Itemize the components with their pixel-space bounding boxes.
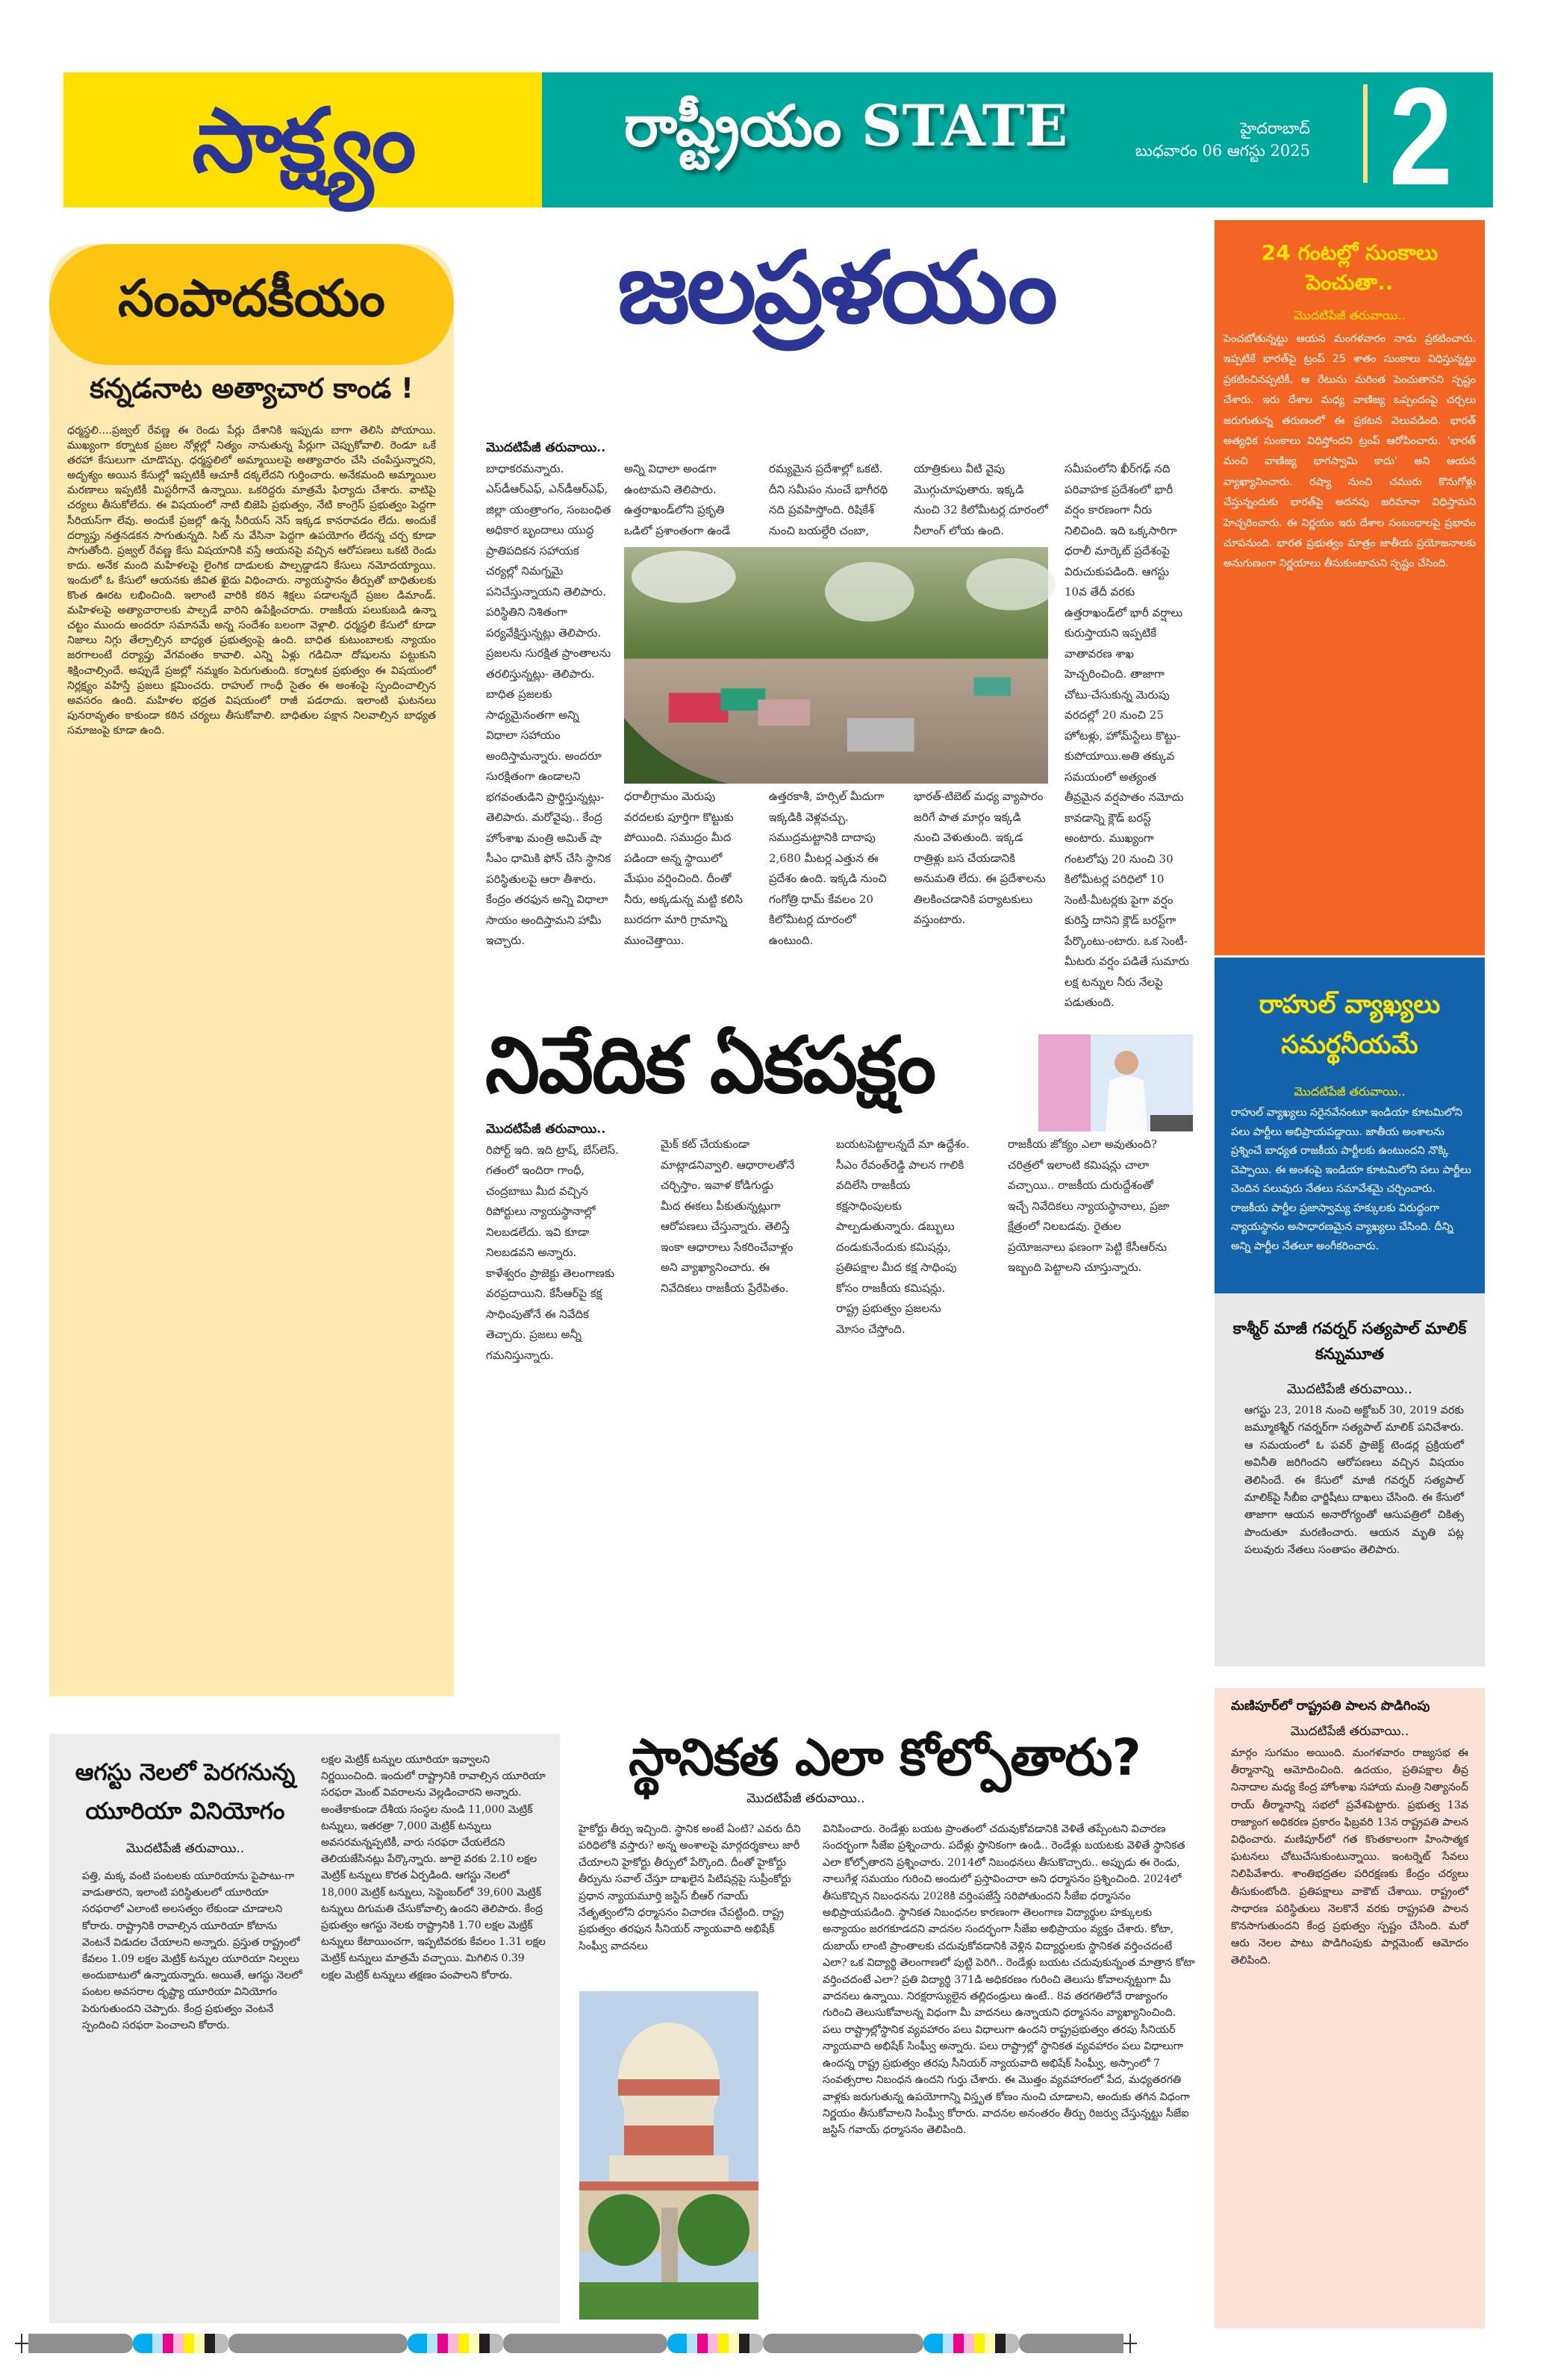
report-column-3 — [836, 1134, 970, 1709]
malik-news-box — [1215, 1293, 1485, 1667]
lead-column-4-text: యాత్రికులు వీటి వైపు మొగ్గుచూపుతారు. ఇక్కడి నుంచి 32 కిలోమీటర్ల దూరంలో నీలాంగ్ లోయ ఉంది. భారత్-టిబెట్ మధ్య వ్యాపారం జరిగే పాత మార్గం ఇక్కడి నుంచి వెళుతుంది. ఇక్కడ రాత్రిళ్లు బస చేయడానికి అనుమతి లేదు. ఈ ప్రదేశాలను తిలకించడానికి పర్యాటకులు వస్తుంటారు. — [914, 462, 1048, 926]
swatch-light-yellow — [469, 2334, 479, 2353]
swatch-magenta — [953, 2334, 964, 2353]
rahul-ref: మొదటిపేజీ తరువాయి.. — [1294, 1084, 1406, 1099]
flood-photo[interactable] — [624, 547, 1048, 784]
supreme-court-photo[interactable] — [579, 1991, 758, 2320]
logo-text: సాక్ష్యం — [192, 88, 414, 192]
page-number: 2 — [1389, 60, 1453, 214]
swatch-light-gray — [490, 2334, 503, 2353]
editorial-column — [49, 244, 454, 1696]
swatch-light-magenta — [964, 2334, 974, 2353]
report-headline[interactable]: నివేదిక ఏకపక్షం — [485, 1019, 935, 1111]
swatch-gray — [763, 2334, 923, 2353]
lead-column-2-text: అన్ని విధాలా అండగా ఉంటామని తెలిపారు. ఉత్తరాఖండ్‌లోని ప్రకృతి ఒడిలో ప్రశాంతంగా ఉండే ధరాలీగ్రామం మెరుపు వరదలకు పూర్తిగా కొట్టుకు పోయింది. సముద్రం మీద పడిందా అన్న స్థాయిలో మేఘం వర్షించింది. దీంతో నీరు, అక్కడున్న మట్టి కలిసి బురదగా మారి గ్రామాన్ని ముంచెత్తాయి. — [624, 462, 751, 947]
urea-headline[interactable]: ఆగస్టు నెలలో పెరగనున్న యూరియా వినియోగం — [75, 1759, 296, 1825]
swatch-black — [479, 2334, 490, 2353]
swatch-light-magenta — [173, 2334, 184, 2353]
report-column-4-text: రాజకీయ జోక్యం ఎలా అవుతుంది? చరిత్రలో ఇలాంటి కమిషన్లు చాలా వచ్చాయి.. రాజకీయ దురుద్దేశంతో ఇచ్చే నివేదికలు న్యాయస్థానాలు, ప్రజా క్షేత్రంలో నిలబడవు. రైతుల ప్రయోజనాలు ఫణంగా పెట్టి కేసీఆర్‌ను ఇబ్బంది పెట్టాలని చూస్తున్నారు. — [1008, 1137, 1170, 1274]
swatch-cyan — [133, 2334, 152, 2353]
flood-photo-image — [624, 547, 1048, 784]
swatch-light-yellow — [194, 2334, 205, 2353]
swatch-gray — [228, 2334, 408, 2353]
swatch-light-yellow — [729, 2334, 739, 2353]
swatch-light-gray — [215, 2334, 228, 2353]
swatch-cyan — [667, 2334, 687, 2353]
manipur-headline[interactable]: మణిపూర్‌లో రాష్ట్రపతి పాలన పొడిగింపు — [1231, 1699, 1430, 1714]
malik-body: ఆగస్టు 23, 2018 నుంచి అక్టోబర్ 30, 2019 వరకు జమ్మూకశ్మీర్ గవర్నర్‌గా సత్యపాల్ మాలిక్ పనిచేశారు. ఆ సమయంలో ఓ పవర్ ప్రాజెక్ట్ టెండర్ల ప్రక్రియలో అవినీతి జరిగిందని ఆరోపణలు వచ్చిన విషయం తెలిసిందే. ఈ కేసులో మాజీ గవర్నర్ సత్యపాల్ మాలిక్‌పై సీబీఐ ఛార్జిషీటు దాఖలు చేసింది. ఈ కేసులో తాజాగా ఆయన అనారోగ్యంతో ఆసుపత్రిలో చికిత్స పొందుతూ మరణించారు. ఆయన మృతి పట్ల పలువురు నేతలు సంతాపం తెలిపారు. — [1244, 1405, 1464, 1557]
urea-body-continued: లక్షల మెట్రిక్ టన్నుల యూరియా ఇవ్వాలని నిర్ణయించింది. ఇందులో రాష్ట్రానికి రావాల్సిన యూరియా సరఫరా మెంట్ వివరాలను వెల్లడించారని అన్నారు. అంతేకాకుండా దేశీయ సంస్థల నుండి 11,000 మెట్రిక్ టన్నులు, ఇతరత్రా 7,000 మెట్రిక్ టన్నులు అవసరమన్నప్పటికీ, వారు సరఫరా చేయలేదని తెలియజేసినట్లు పేర్కొన్నారు. జూలై వరకు 2.10 లక్షల మెట్రిక్ టన్నులు కొరత ఏర్పడింది. ఆగస్టు నెలలో 18,000 మెట్రిక్ టన్నులు, సెప్టెంబర్‌లో 39,600 మెట్రిక్ టన్నులు దిగుమతి చేసుకోవాల్సి ఉందని తెలిపారు. కేంద్ర ప్రభుత్వం ఆగస్టు నెలకు రాష్ట్రానికి 1.70 లక్షల మెట్రిక్ టన్నులు కేటాయించగా, ఇప్పటివరకు కేవలం 1.31 లక్షల మెట్రిక్ టన్నులు మాత్రమే వచ్చాయి. మిగిలిన 0.39 లక్షల మెట్రిక్ టన్నులు తక్షణం పంపాలని కోరారు. — [321, 1754, 546, 1981]
editorial-label: సంపాదకీయం — [118, 269, 385, 328]
editorial-body: ధర్మస్థలి....ప్రజ్వల్ రేవణ్ణ ఈ రెండు పేర్లు దేశానికి ఇప్పుడు బాగా తెలిసి పోయాయి. ముఖ్యంగా కర్నాటక ప్రజల నోళ్లల్లో నిత్యం నానుతున్న పేర్లుగా చెప్పుకోవాలి. రెండూ ఒకే తరహా కేసులుగా చూడొచ్చు. ధర్మస్థలిలో అమ్మాయిలపై అత్యాచారం చేసి చంపేస్తున్నారని, అదృశ్యం అయిన కేసుల్లో ఇప్పటికీ ఆచూకీ దక్కలేదని గుర్తించారు. అనేకమంది అమ్మాయిల మరణాలు ఇప్పటికీ మిస్టరీగానే ఉన్నాయి. ఒకరిద్దరు మాత్రమే ఫిర్యాదు చేశారు. వాటిపై చర్యలు తీసుకోలేదు. ఈ విషయంలో నాటి బిజెపి ప్రభుత్వం, నేటి కాంగ్రెస్ ప్రభుత్వం పెద్దగా సీరియస్‌గా లేవు. అందుకే ప్రజల్లో ఉన్న సీరియస్ నెస్ ఇక్కడ కానరావడం లేదు. అందుకే దర్యాప్తు నత్తనడకన సాగుతున్నది. సిట్ ను వేసినా పెద్దగా ఉపయోగం లేదన్న చర్చ కూడా సాగుతోంది. ప్రజ్వల్ రేవణ్ణ కేసు విషయానికి వస్తే ఆయనపై వచ్చిన ఆరోపణలు ఒకటి రెండు కాదు. అనేక మంది మహిళలపై లైంగిక దాడులకు పాల్పడ్డాడని కేసులు నమోదయ్యాయి. ఇందులో ఓ కేసులో ఆయనకు జీవిత ఖైదు విధించారు. న్యాయస్థానం తీర్పుతో బాధితులకు కొంత ఊరట లభించింది. ఇలాంటి వారికి కఠిన శిక్షలు పడాలన్నదే ప్రజల డిమాండ్. మహిళలపై అత్యాచారాలకు పాల్పడే వారిని ఉపేక్షించరాదు. రాజకీయ పలుకుబడి ఉన్నా చట్టం ముందు అందరూ సమానమే అన్న సందేశం బలంగా వెళ్లాలి. ధర్మస్థలి కేసులో కూడా నిజాలు నిగ్గు తేల్చాల్సిన బాధ్యత ప్రభుత్వంపై ఉంది. బాధిత కుటుంబాలకు న్యాయం జరగాలంటే దర్యాప్తు వేగవంతం కావాలి. ఎన్ని ఏళ్లు గడిచినా దోషులను పట్టుకుని శిక్షించాల్సిందే. అప్పుడే ప్రజల్లో నమ్మకం పెరుగుతుంది. కర్నాటక ప్రభుత్వం ఈ విషయంలో నిర్లక్ష్యం వహిస్తే ప్రజలు క్షమించరు. రాహుల్ గాంధీ సైతం ఈ అంశంపై స్పందించాల్సిన అవసరం ఉంది. మహిళల భద్రత విషయంలో రాజీ పడరాదు. ఇలాంటి ఘటనలు పునరావృతం కాకుండా కఠిన చర్యలు తీసుకోవాలి. బాధితుల పక్షాన నిలవాల్సిన బాధ్యత సమాజంపై కూడా ఉంది. — [67, 425, 436, 737]
malik-headline[interactable]: కాశ్మీర్ మాజీ గవర్నర్ సత్యపాల్ మాలిక్ కన్నుమూత — [1232, 1319, 1467, 1363]
rahul-headline[interactable]: రాహుల్ వ్యాఖ్యలు సమర్థనీయమే — [1259, 990, 1441, 1060]
rahul-news-box — [1215, 958, 1485, 1293]
masthead-logo[interactable] — [63, 72, 542, 207]
report-column-2-text: మైక్ కట్ చేయకుండా మాట్లాడనివ్వాలి. ఆధారాలతోనే చర్చిస్తాం. ఇవాళ కోడిగుడ్డు మీద ఈకలు పీకుతున్నట్లుగా ఆరోపణలు చేస్తున్నారు. తెలిస్తే ఇంకా ఆధారాలు సేకరించేవాళ్లం అని వ్యాఖ్యానించారు. ఈ నివేదికలు రాజకీయ ప్రేరేపితం. — [661, 1137, 795, 1295]
swatch-light-gray — [1006, 2334, 1019, 2353]
urea-body: పత్తి, మక్క వంటి పంటలకు యూరియాను పైపాటు-గా వాడుతారని, ఇలాంటి పరిస్థితులలో యూరియా సరఫరాలో ఎలాంటి అలసత్వం లేకుండా చూడాలని కోరారు. రాష్ట్రానికి రావాల్సిన యూరియా కోటాను వెంటనే విడుదల చేయాలని అన్నారు. ప్రస్తుత రాష్ట్రంలో కేవలం 1.09 లక్షల మెట్రిక్ టన్నుల యూరియా నిల్వలు అందుబాటులో ఉన్నాయన్నారు. అయితే, ఆగస్టు నెలలో పంటల అవసరాల దృష్ట్యా యూరియా వినియోగం పెరుగుతుందని చెప్పారు. కేంద్ర ప్రభుత్వం వెంటనే స్పందించి సరఫరా పెంచాలని కోరారు. — [82, 1870, 302, 2031]
report-column-1-text: రిపోర్ట్ ఇది. ఇది ట్రాష్, బేస్‌లెస్. గతంలో ఇందిరా గాంధీ, చంద్రబాబు మీద వచ్చిన రిపోర్టులు న్యాయస్థానాల్లో నిలబడలేదు. ఇవి కూడా నిలబడవని అన్నారు. కాళేశ్వరం ప్రాజెక్టు తెలంగాణకు వరప్రదాయిని. కేసీఆర్‌పై కక్ష సాధింపుతోనే ఈ నివేదిక తెచ్చారు. ప్రజలు అన్నీ గమనిస్తున్నారు. — [486, 1143, 619, 1362]
registration-mark-icon — [1123, 2334, 1137, 2353]
swatch-cyan — [923, 2334, 943, 2353]
swatch-light-magenta — [708, 2334, 718, 2353]
local-headline[interactable]: స్థానికత ఎలా కోల్పోతారు? — [629, 1728, 1141, 1787]
lead-column-5-text: సమీపంలోని ఖీర్‌గఢ్ నది పరివాహక ప్రదేశంలో భారీ వర్షం కారణంగా నీరు నిలిచింది. ఇది ఒక్కసారిగా ధరాలీ మార్కెట్ ప్రదేశంపై విరుచుకుపడింది. ఆగస్టు 10వ తేదీ వరకు ఉత్తరాఖండ్‌లో భారీ వర్షాలు కురుస్తాయని ఇప్పటికే వాతావరణ శాఖ హెచ్చరించింది. తాజాగా చోటు-చేసుకున్న మెరుపు వరదల్లో 20 నుంచి 25 హోటళ్లు, హోమ్‌స్టేలు కొట్టు-కుపోయాయి.అతి తక్కువ సమయంలో అత్యంత తీవ్రమైన వర్షపాతం నమోదు కావడాన్ని క్లౌడ్ బరస్ట్ అంటారు. ముఖ్యంగా గంటలోపు 20 నుంచి 30 కిలోమీటర్ల పరిధిలో 10 సెంటీ-మీటర్లకు పైగా వర్షం కురిస్తే దానిని క్లౌడ్ బరస్ట్‌గా పేర్కొంటు-ంటారు. ఒక సెంటీ-మీటరు వర్షం పడితే సుమారు లక్ష టన్నుల నీరు నేలపై పడుతుంది. — [1064, 462, 1189, 1009]
swatch-magenta — [437, 2334, 448, 2353]
local-ref: మొదటిపేజీ తరువాయి.. — [746, 1791, 865, 1806]
supreme-court-image — [579, 1991, 758, 2320]
speaker-photo-image — [1038, 1034, 1193, 1131]
section-header-band — [542, 60, 1493, 214]
editorial-label-badge — [49, 244, 454, 365]
lead-column-3-text: రమ్యమైన ప్రదేశాల్లో ఒకటి. దీని సమీపం నుంచే భాగీరథి నది ప్రవహిస్తోంది. రిషికేశ్ నుంచి బయల్దేరి చంబా, ఉత్తరకాశీ, హర్సిల్ మీదుగా ఇక్కడికి వెళ్లవచ్చు. సముద్రమట్టానికి దాదాపు 2,680 మీటర్ల ఎత్తున ఈ ప్రదేశం ఉంది. ఇక్కడి నుంచి గంగోత్రి ధామ్ కేవలం 20 కిలోమీటర్ల దూరంలో ఉంటుంది. — [769, 462, 896, 947]
print-color-bar — [15, 2334, 1528, 2353]
tariff-headline[interactable]: 24 గంటల్లో సుంకాలు పెంచుతా.. — [1261, 240, 1438, 295]
report-column-2 — [661, 1134, 795, 1709]
local-column-1: హైకోర్టు తీర్పు ఇచ్చింది. స్థానిక అంటే ఏంటి? ఎవరు దీని పరిధిలోకి వస్తారు? అన్న అంశాలపై మార్గదర్శకాలు జారీ చేయాలని హైకోర్టు తీర్పులో పేర్కొంది. దీంతో హైకోర్టు తీర్పును సవాల్ చేస్తూ దాఖలైన పిటిషన్లపై సుప్రీంకోర్టు ప్రధాన న్యాయమూర్తి జస్టిస్ బీఆర్ గవాయ్ నేతృత్వంలోని ధర్మాసనం విచారణ చేపట్టింది. రాష్ట్ర ప్రభుత్వం తరఫున సీనియర్ న్యాయవాది అభిషేక్ సింఘ్వీ వాదనలు — [579, 1823, 801, 1952]
report-column-4 — [1008, 1134, 1172, 1709]
swatch-magenta — [697, 2334, 708, 2353]
local-column-2: వినిపించారు. రెండేళ్లు బయట ప్రాంతంలో చదువుకోవడానికి వెళితే తప్పేంటని విచారణ సందర్భంగా సీజేఐ ప్రశ్నించారు. పదేళ్లు స్థానికంగా ఉండి.. రెండేళ్లు బయటకు వెళితే స్థానికత ఎలా కోల్పోతారని ప్రశ్నించారు. 2014లో నిబంధనలు తీసుకొచ్చారు.. అప్పుడు ఈ రెండు, నాలుగేళ్ల సమయం గురించి అందులో ప్రస్తావించారా అని ధర్మాసనం ప్రశ్నించింది. 2024లో తీసుకొచ్చిన నిబంధనను 2028కి వర్తింపజేస్తే సరిపోతుందని సీజేఐ ధర్మాసనం అభిప్రాయపడింది. స్థానికత నిబంధనల కారణంగా తెలంగాణ విద్యార్థుల హక్కులకు అన్యాయం జరగకూడదని వాదనల సందర్భంగా సీజేఐ అభిప్రాయం వ్యక్తం చేశారు. కోటా, దుబాయ్ లాంటి ప్రాంతాలకు చదువుకోవడానికి వెళ్లిన విద్యార్థులకు స్థానికత వర్తించదంటే ఎలా? ఒక విద్యార్థి తెలంగాణలో పుట్టి పెరిగి.. రెండేళ్లు బయట చదువుకున్నంత మాత్రాన కోటా వర్తించదంటే ఎలా? ప్రతి విద్యార్థి 371డి అధికరణం గురించి తెలుసు కోవాలన్నట్టుగా మీ వాదనలు ఉన్నాయి. నిరక్షరాస్యులైన తల్లిదండ్రులు ఉంటే.. 8వ తరగతిలోనే రాజ్యాంగం గురించి తెలుసుకోవాలన్న విధంగా మీ వాదనలు ఉన్నాయని ధర్మాసనం వ్యాఖ్యానించింది. పలు రాష్ట్రాల్లోస్థానిక వ్యవహారం పలు విధాలుగా ఉందని రాష్ట్రప్రభుత్వం తరపు సీనియర్ న్యాయవాది అభిషేక్ సింఘ్వీ అన్నారు. పలు రాష్ట్రాల్లో స్థానికత వ్యవహారం పలు విధాలుగా ఉందన్న రాష్ట్ర ప్రభుత్వం తరపు సీనియర్ న్యాయవాది అభిషేక్ సింఘ్వీ, అస్సాంలో 7 సంవత్సరాల నిబంధన ఉందని గుర్తు చేశారు. ఈ మొత్తం వ్యవహారంలో పేద, మధ్యతరగతి వాళ్లకు జరుగుతున్న ఉపయోగాన్ని విస్తృత కోణం నుంచి చూడాలని, అందుకు తగిన విధంగా నిర్ణయం తీసుకోవాలని సింఘ్వీ కోరారు. వాదనల అనంతరం తీర్పు రిజర్వు చేస్తున్నట్టు సీజేఐ జస్టిస్ గవాయ్ ధర్మాసనం తెలిపింది. — [823, 1823, 1195, 2137]
urea-news-box — [49, 1734, 560, 2323]
report-column-1 — [486, 1119, 620, 1709]
report-column-3-text: బయటపెట్టాలన్నదే మా ఉద్దేశం. సీఎం రేవంత్‌రెడ్డి పాలన గాలికి వదిలేసి రాజకీయ కక్షసాధింపులకు పాల్పడుతున్నారు. డబ్బులు దండుకునేందుకు కమిషన్లు, ప్రతిపక్షాల మీద కక్ష సాధింపు కోసం రాజకీయ కమిషన్లు. రాష్ట్ర ప్రభుత్వం ప్రజలను మోసం చేస్తోంది. — [836, 1137, 970, 1336]
swatch-gray — [28, 2334, 133, 2353]
swatch-gray — [1019, 2334, 1123, 2353]
malik-ref: మొదటిపేజీ తరువాయి.. — [1287, 1381, 1412, 1397]
swatch-gray — [503, 2334, 667, 2353]
swatch-light-cyan — [152, 2334, 163, 2353]
swatch-light-cyan — [943, 2334, 953, 2353]
report-ref: మొదటిపేజీ తరువాయి.. — [486, 1122, 606, 1137]
swatch-light-yellow — [985, 2334, 995, 2353]
swatch-black — [205, 2334, 215, 2353]
manipur-body: మార్గం సుగమం అయింది. మంగళవారం రాజ్యసభ ఈ తీర్మానాన్ని ఆమోదించింది. ఉదయం, ప్రతిపక్షాల తీవ్ర నినాదాల మధ్య కేంద్ర హోంశాఖ సహాయ మంత్రి నిత్యానంద్ రాయ్ తీర్మానాన్ని సభలో ప్రవేశపెట్టారు. ప్రభుత్వ 13వ రాజ్యాంగ అధికరణ ప్రకారం ఫిబ్రవరి 13న రాష్ట్రపతి పాలన విధించారు. మణిపూర్‌లో గత కొంతకాలంగా హింసాత్మక ఘటనలు చోటుచేసుకుంటున్నాయి. ఇంటర్నెట్ సేవలు నిలిపివేశారు. శాంతిభద్రతల పరిరక్షణకు కేంద్రం చర్యలు తీసుకుంటోంది. ప్రతిపక్షాలు వాకౌట్ చేశాయి. రాష్ట్రంలో సాధారణ పరిస్థితులు నెలకొనే వరకు రాష్ట్రపతి పాలన కొనసాగుతుందని కేంద్ర ప్రభుత్వం స్పష్టం చేసింది. మరో ఆరు నెలల పాటు పొడిగింపుకు పార్లమెంట్ ఆమోదం తెలిపింది. — [1231, 1747, 1468, 1967]
swatch-light-cyan — [687, 2334, 697, 2353]
swatch-light-magenta — [448, 2334, 458, 2353]
manipur-news-box — [1215, 1688, 1485, 2329]
swatch-magenta — [163, 2334, 173, 2353]
dateline-date: బుధవారం 06 ఆగస్టు 2025 — [1135, 142, 1310, 160]
section-title: రాష్ట్రీయం STATE — [624, 93, 1068, 159]
swatch-yellow — [184, 2334, 194, 2353]
swatch-light-cyan — [427, 2334, 437, 2353]
swatch-black — [995, 2334, 1006, 2353]
rahul-body: రాహుల్ వ్యాఖ్యలు సరైనవేనంటూ ఇండియా కూటమిలోని పలు పార్టీలు అభిప్రాయపడ్డాయి. జాతీయ అంశాలను ప్రశ్నించే బాధ్యత రాజకీయ పార్టీలకు ఉంటుందని నొక్కి చెప్పాయి. ఈ అంశంపై ఇండియా కూటమిలోని పలు పార్టీలు చెందిన పలువురు నేతలు సమావేశమై చర్చించారు. రాజకీయ పార్టీల ప్రజాస్వామ్య హక్కులకు విరుద్ధంగా న్యాయస్థానం అసాధారణమైన వ్యాఖ్యలు చేసింది. దీన్ని అన్ని పార్టీల నేతలూ అంగీకరించారు. — [1231, 1107, 1471, 1252]
lead-column-1 — [486, 438, 611, 979]
swatch-yellow — [458, 2334, 469, 2353]
header-divider — [1363, 84, 1368, 183]
swatch-cyan — [408, 2334, 427, 2353]
dateline-city: హైదరాబాద్ — [1240, 119, 1310, 137]
urea-ref: మొదటిపేజీ తరువాయి.. — [125, 1841, 245, 1856]
dateline — [1135, 117, 1310, 162]
swatch-yellow — [974, 2334, 985, 2353]
lead-ref: మొదటిపేజీ తరువాయి.. — [486, 440, 606, 455]
registration-mark-icon — [15, 2334, 28, 2353]
swatch-black — [739, 2334, 749, 2353]
tariff-ref: మొదటిపేజీ తరువాయి.. — [1294, 308, 1406, 322]
lead-headline[interactable]: జలప్రళయం — [617, 231, 1055, 346]
speaker-photo[interactable] — [1038, 1034, 1193, 1131]
tariff-news-box — [1215, 220, 1485, 955]
lead-column-5 — [1064, 438, 1191, 1009]
swatch-light-gray — [749, 2334, 763, 2353]
lead-column-1-text: బాధాకరమన్నారు. ఎస్‌డీఆర్ఎఫ్, ఎన్‌డీఆర్ఎఫ్, జిల్లా యంత్రాంగం, సంబంధిత అధికార బృందాలు యుద్ధ ప్రాతిపదికన సహాయక చర్యల్లో నిమగ్నమై పనిచేస్తున్నాయని తెలిపారు. పరిస్థితిని నిశితంగా పర్యవేక్షిస్తున్నట్లు తెలిపారు. ప్రజలను సురక్షిత ప్రాంతాలను తరలిస్తున్నట్లు- తెలిపారు. బాధిత ప్రజలకు సాధ్యమైనంతగా అన్ని విధాలా సహాయం అందిస్తామన్నారు. అందరూ సురక్షితంగా ఉండాలని భగవంతుడిని ప్రార్థిస్తున్నట్లు- తెలిపారు. మరోవైపు.. కేంద్ర హోంశాఖ మంత్రి అమిత్ షా సీఎం ధామికి ఫోన్ చేసి స్థానిక పరిస్థితులపై ఆరా తీశారు. కేంద్రం తరఫున అన్ని విధాలా సాయం అందిస్తామని హామీ ఇచ్చారు. — [486, 461, 611, 947]
manipur-ref: మొదటిపేజీ తరువాయి.. — [1290, 1724, 1409, 1739]
editorial-title[interactable]: కన్నడనాట అత్యాచార కాండ ! — [90, 372, 414, 405]
tariff-body: పెంచబోతున్నట్టు ఆయన మంగళవారం నాడు ప్రకటించారు. ఇప్పటికే భారత్‌పై ట్రంప్ 25 శాతం సుంకాలు విధిస్తున్నట్టు ప్రకటించినప్పటికీ, ఆ రేటును మరింత పెంచుతానని స్పష్టం చేశారు. ఇరు దేశాల మధ్య వాణిజ్య ఒప్పందంపై చర్చలు జరుగుతున్న తరుణంలో ఈ ప్రకటన వెలువడింది. భారత్ అత్యధిక సుంకాలు విధిస్తోందని ట్రంప్ ఆరోపించారు. 'భారత్ మంచి వాణిజ్య భాగస్వామి కాదు' అని ఆయన వ్యాఖ్యానించారు. రష్యా నుంచి చమురు కొనుగోళ్లు చేస్తున్నందుకు భారత్‌పై అదనపు జరిమానా విధిస్తామని హెచ్చరించారు. ఈ నిర్ణయం ఇరు దేశాల సంబంధాలపై ప్రభావం చూపనుంది. భారత ప్రభుత్వం మాత్రం జాతీయ ప్రయోజనాలకు అనుగుణంగా నిర్ణయాలు తీసుకుంటామని స్పష్టం చేసింది. — [1224, 333, 1476, 570]
swatch-yellow — [718, 2334, 729, 2353]
